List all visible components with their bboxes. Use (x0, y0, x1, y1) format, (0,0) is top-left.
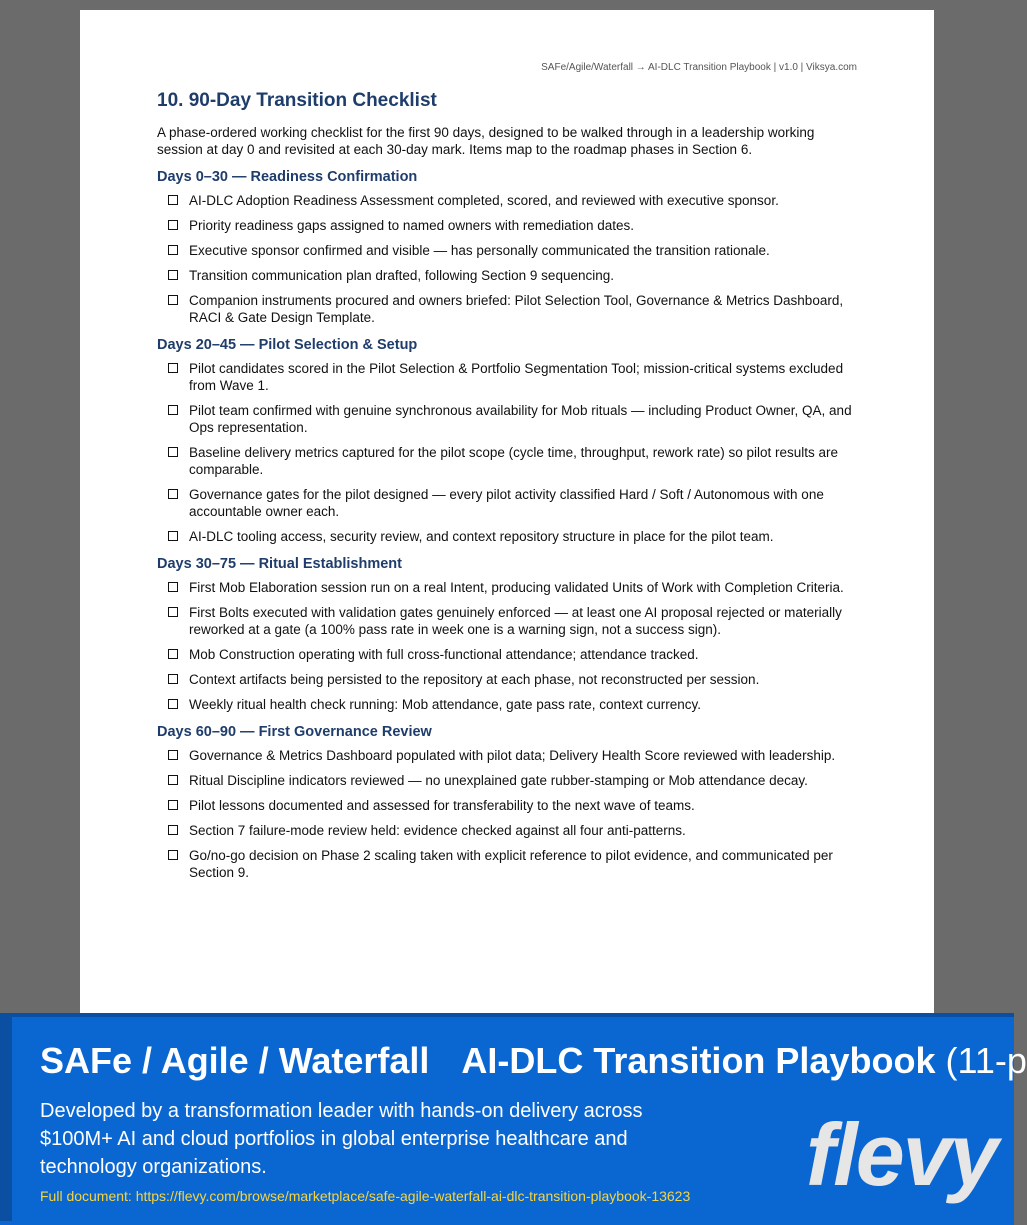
banner-description: Developed by a transformation leader with hands-on delivery across $100M+ AI and cloud portfolios in global enterprise healthcare and technology organizations. (40, 1100, 643, 1178)
checklist-item (157, 822, 857, 839)
checklist (157, 579, 857, 713)
checkbox-icon[interactable] (168, 800, 178, 810)
item-text: AI-DLC Adoption Readiness Assessment completed, scored, and reviewed with executive sponsor. (189, 193, 779, 208)
document-link[interactable]: Full document: https://flevy.com/browse/marketplace/safe-agile-waterfall-ai-dlc-transition-playbook-13623 (40, 1188, 691, 1204)
item-text: Executive sponsor confirmed and visible — has personally communicated the transition rationale. (189, 243, 770, 258)
phase-title: Days 60–90 — First Governance Review (157, 724, 432, 740)
item-text: Ritual Discipline indicators reviewed — no unexplained gate rubber-stamping or Mob attendance decay. (189, 773, 808, 788)
checklist-item (157, 747, 857, 764)
checkbox-icon[interactable] (168, 195, 178, 205)
item-text: Priority readiness gaps assigned to named owners with remediation dates. (189, 218, 634, 233)
item-text: Weekly ritual health check running: Mob attendance, gate pass rate, context currency. (189, 697, 702, 712)
document-page (80, 10, 934, 1013)
checkbox-icon[interactable] (168, 489, 178, 499)
checklist (157, 192, 857, 326)
checkbox-icon[interactable] (168, 405, 178, 415)
item-text: Pilot team confirmed with genuine synchronous availability for Mob rituals — including Product Owner, QA, and Ops representation. (189, 403, 852, 435)
phase-title: Days 20–45 — Pilot Selection & Setup (157, 337, 418, 353)
section-title: 10. 90-Day Transition Checklist (157, 90, 437, 111)
checkbox-icon[interactable] (168, 825, 178, 835)
checkbox-icon[interactable] (168, 607, 178, 617)
checkbox-icon[interactable] (168, 531, 178, 541)
item-text: Governance gates for the pilot designed — every pilot activity classified Hard / Soft / Autonomous with one accountable owner each. (189, 487, 824, 519)
item-text: AI-DLC tooling access, security review, and context repository structure in place for the pilot team. (189, 529, 774, 544)
item-text: Mob Construction operating with full cross-functional attendance; attendance tracked. (189, 647, 699, 662)
checklist-item (157, 579, 857, 596)
checkbox-icon[interactable] (168, 850, 178, 860)
banner-edge (0, 1017, 12, 1221)
banner-title-part2: AI-DLC Transition Playbook (461, 1040, 936, 1081)
phase-governance-review (157, 723, 857, 881)
checklist-item (157, 696, 857, 713)
running-header: SAFe/Agile/Waterfall → AI-DLC Transition Playbook | v1.0 | Viksya.com (541, 62, 857, 73)
checklist-item (157, 242, 857, 259)
checklist-item (157, 528, 857, 545)
checklist-item (157, 486, 857, 520)
phase-title: Days 30–75 — Ritual Establishment (157, 556, 402, 572)
checkbox-icon[interactable] (168, 363, 178, 373)
phase-ritual-establishment (157, 555, 857, 713)
checklist-item (157, 604, 857, 638)
checkbox-icon[interactable] (168, 699, 178, 709)
item-text: Context artifacts being persisted to the repository at each phase, not reconstructed per session. (189, 672, 760, 687)
checklist-item (157, 192, 857, 209)
checklist-item (157, 671, 857, 688)
item-text: Pilot lessons documented and assessed for transferability to the next wave of teams. (189, 798, 695, 813)
checklist-item (157, 360, 857, 394)
item-text: First Mob Elaboration session run on a real Intent, producing validated Units of Work with Completion Criteria. (189, 580, 844, 595)
checkbox-icon[interactable] (168, 220, 178, 230)
checkbox-icon[interactable] (168, 674, 178, 684)
checklist (157, 360, 857, 545)
item-text: Governance & Metrics Dashboard populated with pilot data; Delivery Health Score reviewed with leadership. (189, 748, 836, 763)
checklist (157, 747, 857, 881)
item-text: Companion instruments procured and owners briefed: Pilot Selection Tool, Governance & Metrics Dashboard, RACI & Gate Design Template. (189, 293, 844, 325)
flevy-logo[interactable]: flevy (806, 1105, 997, 1204)
checkbox-icon[interactable] (168, 649, 178, 659)
checkbox-icon[interactable] (168, 582, 178, 592)
banner-title-suffix: (11-p (945, 1040, 1027, 1081)
item-text: First Bolts executed with validation gates genuinely enforced — at least one AI proposal rejected or materially reworked at a gate (a 100% pass rate in week one is a warning sign, not a success sign). (189, 605, 842, 637)
checkbox-icon[interactable] (168, 775, 178, 785)
checklist-item (157, 772, 857, 789)
checkbox-icon[interactable] (168, 750, 178, 760)
checklist-item (157, 292, 857, 326)
intro-paragraph: A phase-ordered working checklist for the first 90 days, designed to be walked through in a leadership working session at day 0 and revisited at each 30-day mark. Items map to the roadmap phases in Section 6. (157, 125, 815, 157)
page-content (157, 89, 857, 889)
phase-title: Days 0–30 — Readiness Confirmation (157, 169, 418, 185)
checklist-item (157, 797, 857, 814)
item-text: Transition communication plan drafted, following Section 9 sequencing. (189, 268, 614, 283)
item-text: Go/no-go decision on Phase 2 scaling taken with explicit reference to pilot evidence, and communicated per Section 9. (189, 848, 833, 880)
item-text: Section 7 failure-mode review held: evidence checked against all four anti-patterns. (189, 823, 686, 838)
checklist-item (157, 217, 857, 234)
checklist-item (157, 847, 857, 881)
item-text: Baseline delivery metrics captured for the pilot scope (cycle time, throughput, rework rate) so pilot results are comparable. (189, 445, 839, 477)
checkbox-icon[interactable] (168, 295, 178, 305)
checklist-item (157, 402, 857, 436)
checklist-item (157, 646, 857, 663)
phase-readiness (157, 168, 857, 326)
banner-title-part1: SAFe / Agile / Waterfall (40, 1040, 430, 1081)
item-text: Pilot candidates scored in the Pilot Selection & Portfolio Segmentation Tool; mission-critical systems excluded from Wave 1. (189, 361, 844, 393)
checkbox-icon[interactable] (168, 447, 178, 457)
checklist-item (157, 444, 857, 478)
banner-title (40, 1039, 1027, 1083)
phase-pilot-selection (157, 336, 857, 545)
checkbox-icon[interactable] (168, 245, 178, 255)
checkbox-icon[interactable] (168, 270, 178, 280)
checklist-item (157, 267, 857, 284)
